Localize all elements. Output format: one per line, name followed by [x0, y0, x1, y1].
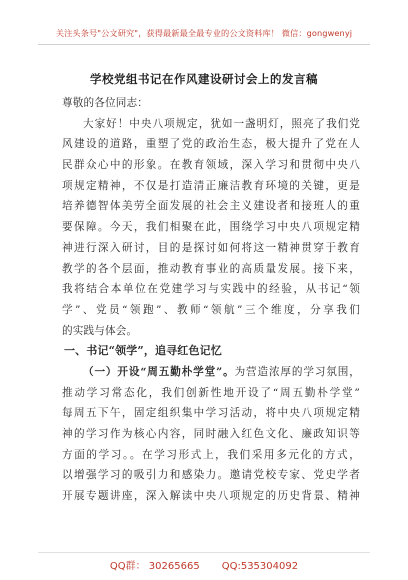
- paragraph-line: 推动学习常态化，我们创新性地开设了“周五勤朴学堂”: [62, 386, 360, 399]
- footer-qq: QQ:535304092: [221, 561, 299, 572]
- paragraph-line: 学”、党员“领跑”、教师“领航”三个维度，分享我们: [62, 303, 360, 316]
- footer-qq-group: QQ群： 30265665: [109, 561, 200, 572]
- paragraph-line: 教学的各个层面，推动教育事业的高质量发展。接下来，: [62, 262, 360, 275]
- subsection-first-line: [62, 362, 360, 383]
- header-divider: [38, 44, 370, 45]
- paragraph-line: 大家好！中央八项规定，犹如一盏明灯，照亮了我们党: [83, 117, 360, 130]
- paragraph-line: 神的学习作为核心内容，同时融入红色文化、廉政知识等: [62, 428, 360, 440]
- salutation: 尊敬的各位同志：: [62, 97, 148, 109]
- footer-contact: [0, 557, 408, 572]
- subsection-label: （一）开设“周五勤朴学堂”。: [83, 365, 235, 378]
- footer-divider: [38, 552, 370, 553]
- paragraph-line: 神进行深入研讨，目的是探讨如何将这一精神贯穿于教育: [62, 241, 360, 254]
- paragraph-line: 培养德智体美劳全面发展的社会主义建设者和接班人的重: [62, 200, 360, 213]
- subsection-first-line-text: 为营造浓厚的学习氛围，: [234, 365, 360, 378]
- paragraph-line: 要保障。今天，我们相聚在此，围绕学习中央八项规定精: [62, 221, 360, 234]
- paragraph-line: 方面的学习。。在学习形式上，我们采用多元化的方式，: [62, 448, 360, 461]
- paragraph-line: 开展专题讲座，深入解读中央八项规定的历史背景、精神: [62, 490, 360, 503]
- section-heading: 一、书记“领学”，追寻红色记忆: [64, 344, 222, 358]
- paragraph-line: 的实践与体会。: [62, 324, 138, 337]
- paragraph-line: 每周五下午，固定组织集中学习活动，将中央八项规定精: [62, 407, 360, 420]
- paragraph-line: 项规定精神，不仅是打造清正廉洁教育环境的关键，更是: [62, 179, 360, 192]
- paragraph-line: 民群众心中的形象。在教育领域，深入学习和贯彻中央八: [62, 159, 360, 172]
- document-title: 学校党组书记在作风建设研讨会上的发言稿: [90, 72, 318, 86]
- paragraph-line: 我将结合本单位在党建学习与实践中的经验，从书记“领: [62, 283, 360, 296]
- paragraph-line: 风建设的道路，重塑了党的政治生态，极大提升了党在人: [62, 138, 360, 151]
- document-body: [62, 93, 360, 507]
- header-banner: 关注头条号"公文研究"，获得最新最全最专业的公文资料库！ 微信：gongwenyj: [55, 28, 353, 38]
- paragraph-line: 以增强学习的吸引力和感染力。邀请党校专家、党史学者: [62, 469, 360, 482]
